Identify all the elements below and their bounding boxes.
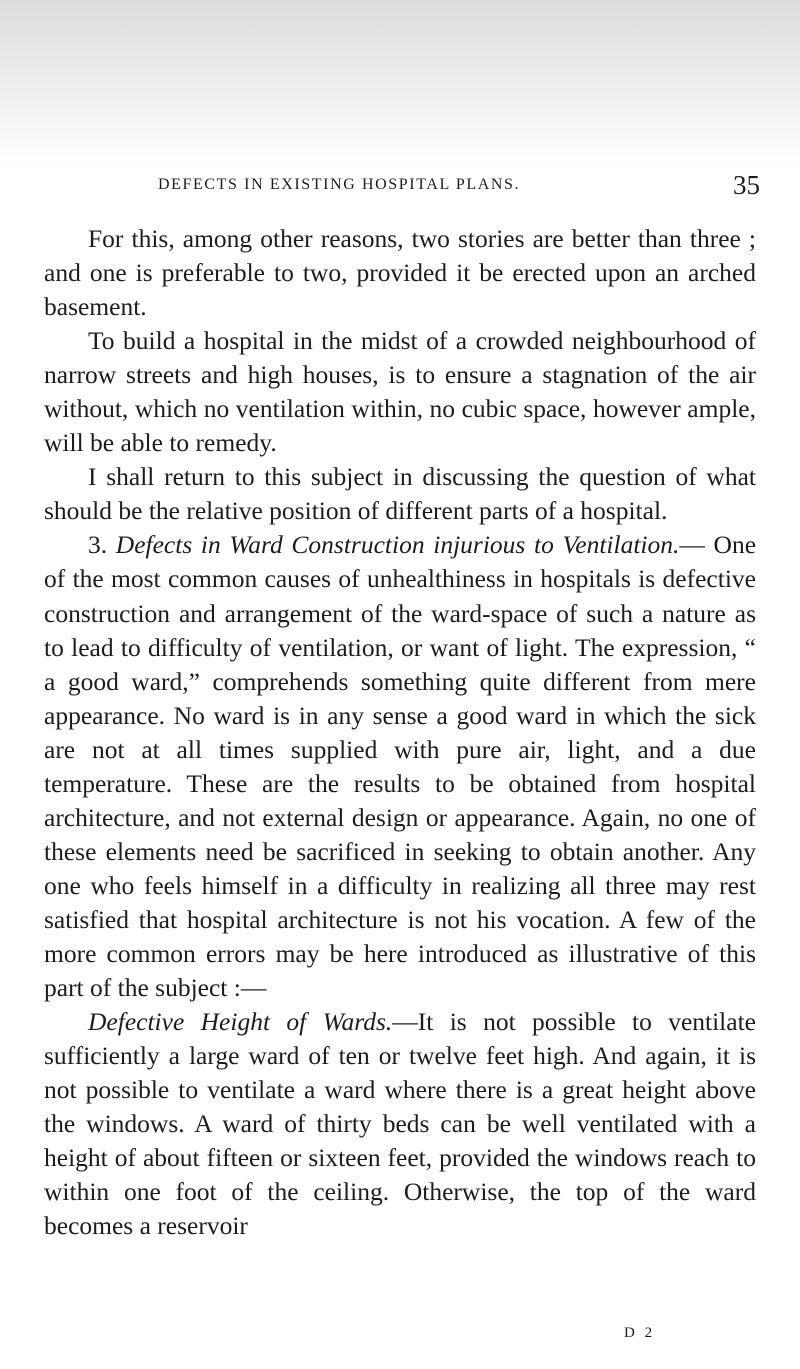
body-text (44, 222, 756, 1243)
running-title: DEFECTS IN EXISTING HOSPITAL PLANS. (158, 176, 521, 193)
signature-mark: D 2 (624, 1325, 656, 1341)
section-heading: Defects in Ward Construction injurious to Ventilation. (115, 530, 680, 560)
paragraph-5 (44, 1005, 756, 1243)
paragraph-3: I shall return to this subject in discussing the question of what should be the relative position of different parts of a hospital. (44, 462, 756, 526)
page-number: 35 (733, 170, 760, 200)
running-head (44, 170, 760, 206)
heading-dash: — (679, 530, 705, 560)
section-number: 3. (88, 530, 108, 560)
paragraph-2: To build a hospital in the midst of a crowded neighbourhood of narrow streets and high houses, is to ensure a stagnation of the air without, which no ventilation within, no cubic space, however ample, will be able to remedy. (44, 326, 756, 458)
paragraph-5-text: —It is not possible to ventilate sufficiently a large ward of ten or twelve feet high. And again, it is not possible to ventilate a ward where there is a great height above the windows. A ward of thirty beds can be well ventilated with a height of about fifteen or sixteen feet, provided the windows reach to within one foot of the ceiling. Otherwise, the top of the ward becomes a reservoir (44, 1007, 756, 1241)
paragraph-1: For this, among other reasons, two stories are better than three ; and one is preferable to two, provided it be erected upon an arched basement. (44, 224, 756, 322)
paragraph-4 (44, 528, 756, 1005)
subsection-heading: Defective Height of Wards. (88, 1007, 393, 1037)
paragraph-4-text: One of the most common causes of unhealthiness in hospitals is defective construction and arrangement of the ward-space of such a nature as to lead to difficulty of ventilation, or want of light. The expression, “ a good ward,” comprehends something quite different from mere appearance. No ward is in any sense a good ward in which the sick are not at all times supplied with pure air, light, and a due temperature. These are the results to be obtained from hospital architecture, and not external design or appearance. Again, no one of these elements need be sacrificed in seeking to obtain another. Any one who feels himself in a difficulty in realizing all three may rest satisfied that hospital architecture is not his vocation. A few of the more common errors may be here introduced as illustrative of this part of the subject :— (44, 530, 757, 1003)
